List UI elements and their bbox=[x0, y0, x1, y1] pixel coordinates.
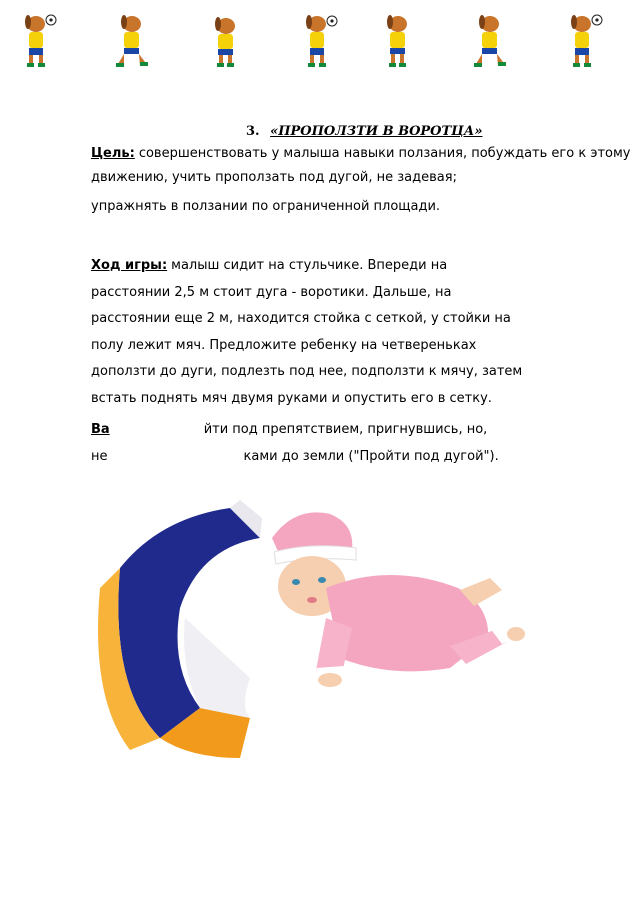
mascot-border bbox=[18, 12, 622, 74]
goal-text-line3: упражнять в ползании по ограниченной площади. bbox=[91, 198, 441, 214]
variant-paragraph bbox=[91, 417, 591, 470]
goal-paragraph bbox=[91, 145, 631, 220]
process-text-line4: полу лежит мяч. Предложите ребенку на четвереньках bbox=[91, 337, 477, 353]
variant-text-line2-end: ками до земли ("Пройти под дугой"). bbox=[243, 448, 499, 464]
dog-mascot-ball-icon bbox=[18, 12, 58, 70]
variant-text-line2-start: не bbox=[91, 448, 108, 464]
dog-mascot-icon bbox=[470, 12, 510, 70]
game-title bbox=[246, 124, 482, 139]
process-text-line5: доползти до дуги, подлезть под нее, подползти к мячу, затем bbox=[91, 364, 523, 379]
variant-label: Ва bbox=[91, 422, 110, 437]
process-text-line1: малыш сидит на стульчике. Впереди на bbox=[171, 258, 448, 273]
process-text-line2: расстоянии 2,5 м стоит дуга - воротики. Дальше, на bbox=[91, 284, 452, 300]
process-paragraph bbox=[91, 253, 591, 412]
doll-image bbox=[272, 512, 525, 687]
goal-label: Цель: bbox=[91, 146, 135, 161]
goal-text-line1: совершенствовать у малыша навыки ползания, побуждать его к этому bbox=[138, 146, 631, 161]
dog-mascot-ball-icon bbox=[564, 12, 604, 70]
process-label: Ход игры: bbox=[91, 258, 168, 273]
game-name: «ПРОПОЛЗТИ В ВОРОТЦА» bbox=[270, 124, 483, 139]
dog-mascot-icon bbox=[112, 12, 152, 70]
goal-text-line2: движению, учить проползать под дугой, не задевая; bbox=[91, 170, 457, 185]
process-text-line6: встать поднять мяч двумя руками и опустить его в сетку. bbox=[91, 390, 492, 406]
dog-mascot-icon bbox=[378, 12, 418, 70]
process-text-line3: расстоянии еще 2 м, находится стойка с сеткой, у стойки на bbox=[91, 311, 511, 326]
dog-mascot-icon bbox=[206, 12, 246, 70]
crawling-doll-illustration bbox=[90, 478, 540, 778]
game-number: 3. bbox=[246, 124, 260, 139]
dog-mascot-ball-icon bbox=[300, 12, 340, 70]
variant-text-line1: йти под препятствием, пригнувшись, но, bbox=[203, 422, 488, 437]
arc-tunnel-image bbox=[98, 500, 262, 758]
